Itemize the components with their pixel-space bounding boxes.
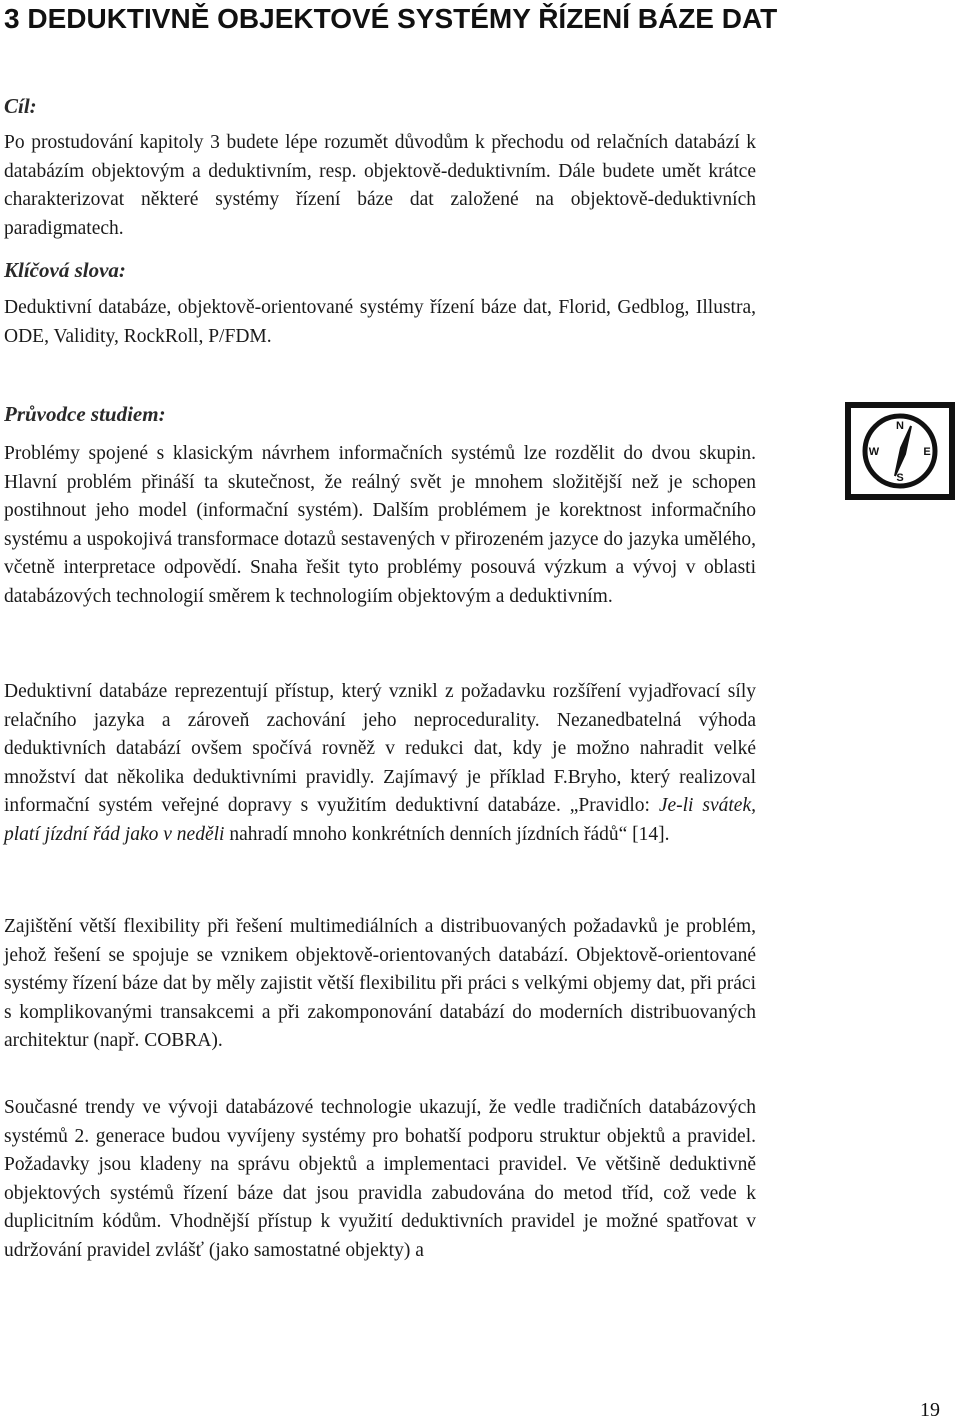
body-paragraph-3: Současné trendy ve vývoji databázové technologie ukazují, že vedle tradičních databázových systémů 2. generace budou vyvíjeny systémy pro bohatší podporu struktur objektů a pravidel. Požadavky jsou kladeny na správu objektů a implementaci pravidel. Ve většině deduktivně objektových systémů řízení báze dat jsou pravidla zabudována do metod tříd, což vede k duplicitním kódům. Vhodnější přístup k využití deduktivních pravidel je možné spatřovat v udržování pravidel zvlášť (jako samostatné objekty) a [4, 1097, 756, 1261]
body-paragraph-1-start: Deduktivní databáze reprezentují přístup, který vznikl z požadavku rozšíření vyjadřovací síly relačního jazyka a zároveň zachování jeho neprocedurality. Nezanedbatelná výhoda deduktivních databází ovšem spočívá rovněž v redukci dat, kdy je možno nahradit velké množství dat několika deduktivními pravidly. Zajímavý je příklad F.Bryho, který realizoval informační systém veřejné dopravy s využitím deduktivní databáze. „Pravidlo: [4, 681, 756, 817]
chapter-title: 3 DEDUKTIVNĚ OBJEKTOVÉ SYSTÉMY ŘÍZENÍ BÁZE DAT [4, 3, 778, 34]
svg-text:N: N [896, 420, 904, 432]
goal-text: Po prostudování kapitoly 3 budete lépe rozumět důvodům k přechodu od relačních databází k databázím objektovým a deduktivním, resp. objektově-deduktivním. Dále budete umět krátce charakterizovat některé systémy řízení báze dat založené na objektově-deduktivních paradigmatech. [4, 132, 756, 239]
keywords-text: Deduktivní databáze, objektově-orientované systémy řízení báze dat, Florid, Gedblog, Illustra, ODE, Validity, RockRoll, P/FDM. [4, 297, 756, 347]
goal-label: Cíl: [4, 94, 37, 118]
keywords-label: Klíčová slova: [4, 258, 126, 282]
body-paragraph-1 [4, 678, 756, 850]
svg-text:E: E [923, 446, 931, 458]
rule-example: Je-li svátek, platí jízdní řád jako v neděli [4, 795, 756, 845]
compass-icon [845, 402, 955, 500]
body-paragraph-2: Zajištění větší flexibility při řešení multimediálních a distribuovaných požadavků je problém, jehož řešení se spojuje se vznikem objektově-orientovaných databází. Objektově-orientované systémy řízení báze dat by měly zajistit větší flexibilitu při práci s velkými objemy dat, při práci s komplikovanými transakcemi a při zakomponování databází do moderních distribuovaných architektur (např. COBRA). [4, 916, 756, 1052]
page-number: 19 [920, 1399, 940, 1421]
svg-text:W: W [868, 446, 880, 458]
guide-text: Problémy spojené s klasickým návrhem informačních systémů lze rozdělit do dvou skupin. Hlavní problém přináší ta skutečnost, že reálný svět je mnohem složitější než je schopen postihnout jeho model (informační systém). Dalším problémem je korektnost informačního systému a uspokojivá transformace dotazů sestavených v přirozeném jazyce do jazyka umělého, včetně interpretace odpovědí. Snaha řešit tyto problémy posouvá výzkum a vývoj v oblasti databázových technologií směrem k technologiím objektovým a deduktivním. [4, 443, 756, 607]
guide-label: Průvodce studiem: [4, 402, 166, 426]
svg-text:S: S [896, 472, 904, 484]
body-paragraph-1-end: nahradí mnoho konkrétních denních jízdních řádů“ [14]. [224, 823, 670, 845]
